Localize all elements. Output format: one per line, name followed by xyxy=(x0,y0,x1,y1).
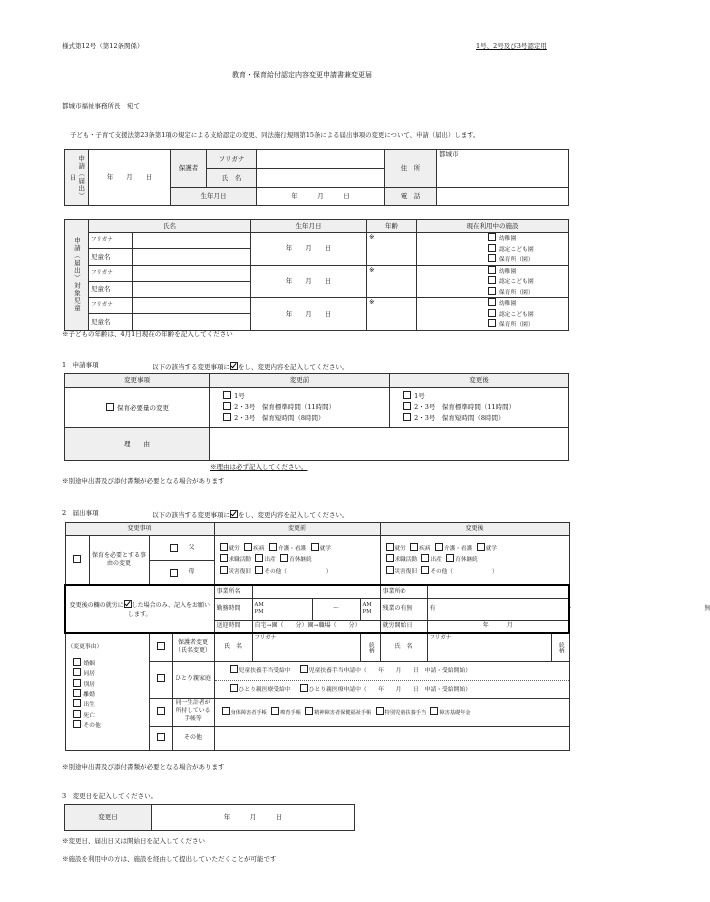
father-checkbox[interactable] xyxy=(170,544,178,552)
mother-checkbox[interactable] xyxy=(170,569,178,577)
form-number: 様式第12号（第12条関係） xyxy=(62,42,144,50)
child3-furigana-field[interactable] xyxy=(133,298,251,314)
checkbox[interactable] xyxy=(488,254,496,262)
col-dob: 生年月日 xyxy=(251,220,367,233)
child1-age-field[interactable]: ※ xyxy=(367,233,417,266)
s2-need-label: 保育を必要とする事由の変更 xyxy=(89,536,149,586)
checkbox[interactable] xyxy=(223,413,231,421)
guardian-dob-label: 生年月日 xyxy=(171,188,257,206)
s1-attach-note: ※別途申出書及び添付書類が必要となる場合があります xyxy=(62,477,225,485)
s2-before-reasons: 就労 疾病 介護・看護 就学 求職活動 出産 育休継続 災害復旧 その他（ ） xyxy=(214,536,380,586)
change-date-label: 変更日 xyxy=(65,805,152,831)
s1-col-before: 変更前 xyxy=(210,374,390,388)
s1-after-options: 1号 2・3号 保育標準時間（11時間） 2・3号 保育短時間（8時間） xyxy=(390,388,569,428)
phone-field[interactable] xyxy=(437,188,569,206)
intro-text: 子ども・子育て支援法第23条第1項の規定による支給認定の変更、同法施行規則第15条による届出事項の変更について、申請（届出）します。 xyxy=(70,131,480,139)
hours-tilde: 〜 xyxy=(312,598,360,620)
child3-facility: 幼稚園 認定こども園 保育所（園） xyxy=(417,298,569,331)
checkbox[interactable] xyxy=(106,403,114,411)
overtime-options: 有 ・ 無 xyxy=(427,598,569,620)
office-phone-label: 事業所✆ xyxy=(380,585,427,598)
child2-furigana-field[interactable] xyxy=(133,265,251,281)
checkbox[interactable] xyxy=(488,319,496,327)
checkbox[interactable] xyxy=(488,233,496,241)
s1-before-options: 1号 2・3号 保育標準時間（11時間） 2・3号 保育短時間（8時間） xyxy=(210,388,390,428)
other-field[interactable] xyxy=(214,726,569,750)
s2-attach-note: ※別途申出書及び添付書類が必要となる場合があります xyxy=(62,763,225,771)
guardian-furigana-field[interactable] xyxy=(257,150,385,169)
other-checkbox[interactable] xyxy=(157,733,165,741)
children-table xyxy=(64,219,569,331)
checkbox[interactable] xyxy=(223,391,231,399)
col-age: 年齢 xyxy=(367,220,417,233)
s2-col-before: 変更前 xyxy=(214,523,380,536)
checkbox[interactable] xyxy=(488,309,496,317)
start-label: 就労開始日 xyxy=(380,620,427,633)
child1-dob-field[interactable]: 年 月 日 xyxy=(251,233,367,266)
guardian-dob-field[interactable]: 年 月 日 xyxy=(257,188,385,206)
phone-icon: ✆ xyxy=(400,587,406,595)
s1-col-item: 変更事項 xyxy=(65,374,210,388)
section2-table: 変更事項 変更前 変更後 保育を必要とする事由の変更 父 母 就労 疾病 介護・看護 就学 求職活動 出産 育休継続 災害復旧 その他（ ） 就労 疾病 介護・看護 就学 求職活動 出産 育休継続 災害復旧 その他（ ） 変更後の欄の就労に した場合のみ、記入をお願いします。 事業所名 事業所✆ 勤務時間 AM PM 〜 AM PM 残業の有無 有 ・ 無 送迎時間 自宅→園（ 分）園→職場（ 分） 就労開始日 年 月 （変更事由） 婚姻 同居 別居 離婚 出生 死亡 その他 保護者変更（氏名変更） 氏 名 フリガナ 続柄 氏 名 フリガナ 続柄 ひとり親家庭 児童扶養手当受給中 児童扶養手当申請中（ 年 月 日 申請・受給開始） ひとり親医療受給中 ひとり親医療申請中（ 年 月 日 申請・受給開始） 同一生計者が所持している手帳等 身体障害者手帳 療育手帳 精神障害者保健福祉手帳 特別児童扶養手当 障害基礎年金 その他 xyxy=(64,522,570,751)
checkbox[interactable] xyxy=(403,402,411,410)
checkbox[interactable] xyxy=(488,276,496,284)
child1-name-field[interactable] xyxy=(133,249,251,265)
overtime-label: 残業の有無 xyxy=(380,598,427,620)
check-icon xyxy=(230,510,238,518)
change-reason-label: （変更事由） xyxy=(67,644,103,650)
section1-instruction: 以下の該当する変更事項に をし、変更内容を記入してください。 xyxy=(152,363,349,371)
workplace-label: 事業所名 xyxy=(214,585,252,598)
guardian-change-label: 保護者変更（氏名変更） xyxy=(172,633,214,661)
handbook-label: 同一生計者が所持している手帳等 xyxy=(172,698,214,726)
phone-label: 電 話 xyxy=(385,188,437,206)
s3-note1: ※変更日、届出日又は開始日を記入してください xyxy=(62,837,205,845)
section3-table xyxy=(64,804,355,831)
change-date-field[interactable]: 年 月 日 xyxy=(152,805,355,831)
handbook-options: 身体障害者手帳 療育手帳 精神障害者保健福祉手帳 特別児童扶養手当 障害基礎年金 xyxy=(214,698,569,726)
child1-furigana-label: フリガナ xyxy=(89,233,133,249)
after-name-label: 氏 名 xyxy=(380,633,427,661)
single-parent-label: ひとり親家庭 xyxy=(172,661,214,698)
s2-after-reasons: 就労 疾病 介護・看護 就学 求職活動 出産 育休継続 災害復旧 その他（ ） xyxy=(380,536,569,586)
child3-furigana-label: フリガナ xyxy=(89,298,133,314)
s2-col-after: 変更後 xyxy=(380,523,569,536)
section2-instruction: 以下の該当する変更事項に をし、変更内容を記入してください。 xyxy=(152,511,349,519)
other-label: その他 xyxy=(172,726,214,750)
col-facility: 現在利用中の施設 xyxy=(417,220,569,233)
commute-label: 送迎時間 xyxy=(214,620,252,633)
after-name-field: フリガナ xyxy=(427,633,551,661)
s3-note2: ※施設を利用中の方は、施設を経由して提出していただくことが可能です xyxy=(62,855,277,863)
child2-furigana-label: フリガナ xyxy=(89,265,133,281)
addressee: 都城市福祉事務所長 宛て xyxy=(62,102,140,110)
before-relation-label: 続柄 xyxy=(360,633,380,661)
child1-furigana-field[interactable] xyxy=(133,233,251,249)
change-reason-list: （変更事由） 婚姻 同居 別居 離婚 出生 死亡 その他 xyxy=(65,633,149,750)
check-icon xyxy=(124,600,132,608)
children-side-label: 申請（届出）対象児童 xyxy=(72,237,81,313)
section3-heading: 3 変更日を記入してください。 xyxy=(62,792,158,800)
s2-col-item: 変更事項 xyxy=(65,523,214,536)
section1-table xyxy=(64,373,569,461)
child3-dob-field[interactable]: 年 月 日 xyxy=(251,298,367,331)
child3-age-field[interactable]: ※ xyxy=(367,298,417,331)
start-field[interactable]: 年 月 xyxy=(427,620,569,633)
child1-name-label: 児童名 xyxy=(89,249,133,265)
child2-age-field[interactable]: ※ xyxy=(367,265,417,298)
application-date-field[interactable]: 年 月 日 xyxy=(89,150,171,206)
child1-facility: 幼稚園 認定こども園 保育所（園） xyxy=(417,233,569,266)
checkbox[interactable] xyxy=(488,244,496,252)
guardian-change-checkbox[interactable] xyxy=(157,642,165,650)
address-field[interactable]: 都城市 xyxy=(437,150,569,188)
before-name-label: 氏 名 xyxy=(214,633,252,661)
cert-type: 1号、2号及び3号認定用 xyxy=(476,42,547,50)
guardian-label: 保護者 xyxy=(171,150,207,188)
child3-name-label: 児童名 xyxy=(89,314,133,330)
hours-end: AM PM xyxy=(360,598,380,620)
hours-label: 勤務時間 xyxy=(214,598,252,620)
checkbox[interactable] xyxy=(223,402,231,410)
col-name: 氏名 xyxy=(89,220,251,233)
checkbox[interactable] xyxy=(403,413,411,421)
s1-col-after: 変更後 xyxy=(390,374,569,388)
age-note: ※子どもの年齢は、4月1日現在の年齢を記入してください xyxy=(62,330,233,338)
before-name-field: フリガナ xyxy=(252,633,360,661)
checkbox[interactable] xyxy=(488,298,496,306)
work-box-note: 変更後の欄の就労に した場合のみ、記入をお願いします。 xyxy=(65,585,214,633)
checkbox[interactable] xyxy=(403,391,411,399)
child2-name-field[interactable] xyxy=(133,281,251,297)
s1-reason-field[interactable] xyxy=(210,428,569,461)
workplace-field[interactable] xyxy=(252,585,380,598)
after-relation-label: 続柄 xyxy=(551,633,569,661)
application-date-label: 申請（届出）日 xyxy=(68,155,86,200)
guardian-name-field[interactable] xyxy=(257,169,385,188)
applicant-table xyxy=(64,149,569,206)
guardian-furigana-label: フリガナ xyxy=(207,150,257,169)
checkbox[interactable] xyxy=(488,287,496,295)
s2-need-checkbox[interactable] xyxy=(73,555,81,563)
child2-name-label: 児童名 xyxy=(89,281,133,297)
guardian-name-label: 氏 名 xyxy=(207,169,257,188)
child3-name-field[interactable] xyxy=(133,314,251,330)
section2-heading: 2 届出事項 xyxy=(62,509,99,517)
checkbox[interactable] xyxy=(488,266,496,274)
page-title: 教育・保育給付認定内容変更申請書兼変更届 xyxy=(232,71,372,79)
child2-dob-field[interactable]: 年 月 日 xyxy=(251,265,367,298)
single-parent-checkbox[interactable] xyxy=(157,674,165,682)
check-icon xyxy=(230,362,238,370)
office-phone-field[interactable] xyxy=(427,585,569,598)
hours-start: AM PM xyxy=(252,598,312,620)
section1-heading: 1 申請事項 xyxy=(62,361,99,369)
s1-reason-label: 理 由 xyxy=(65,428,210,461)
child2-facility: 幼稚園 認定こども園 保育所（園） xyxy=(417,265,569,298)
commute-field[interactable]: 自宅→園（ 分）園→職場（ 分） xyxy=(252,620,380,633)
address-label: 住 所 xyxy=(385,150,437,188)
s1-reason-note: ※理由は必ず記入してください。 xyxy=(210,463,308,471)
s1-item: 保育必要量の変更 xyxy=(65,388,210,428)
handbook-checkbox[interactable] xyxy=(157,707,165,715)
